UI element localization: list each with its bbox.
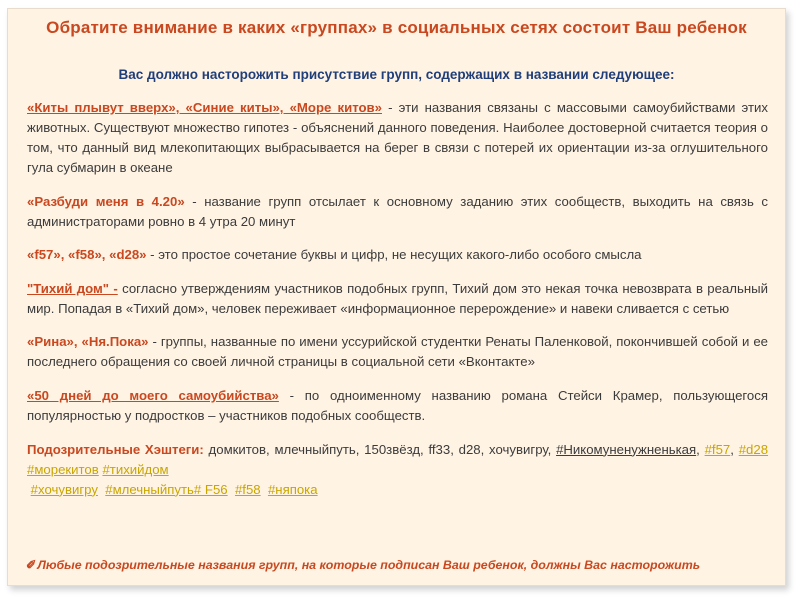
hashtag-morekitov[interactable]: #морекитов bbox=[27, 461, 99, 477]
section-50-days bbox=[27, 386, 768, 426]
page-subtitle: Вас должно насторожить присутствие групп, содержащих в названии следующее: bbox=[118, 67, 675, 82]
section-title: «f57», «f58», «d28» bbox=[27, 247, 147, 263]
hashtag-f57[interactable]: #f57 bbox=[704, 441, 731, 457]
section-text: согласно утверждениям участников подобных групп, Тихий дом это некая точка невозврата в реальный мир. Попадая в «Тихий дом», человек переживает «информационное перерождение» и навеки сливается с сетью bbox=[27, 280, 768, 316]
slide bbox=[7, 8, 786, 586]
footer-note bbox=[26, 557, 700, 572]
hashtag-tihiydom[interactable]: #тихийдом bbox=[102, 461, 169, 477]
section-text: - группы, названные по имени уссурийской студентки Ренаты Паленковой, покончившей собой и ее последнего обращения со своей личной страницы в социальной сети «Вконтакте» bbox=[27, 334, 768, 370]
hashtag-mlechnyyput[interactable]: #млечныйпуть# F56 bbox=[105, 481, 228, 497]
section-text: - по одноименному названию романа Стейси Крамер, пользующегося популярностью у подростков – участников подобных сообществ. bbox=[27, 387, 769, 423]
checkmark-icon: ✐ bbox=[26, 558, 37, 572]
footer-text: Любые подозрительные названия групп, на которые подписан Ваш ребенок, должны Вас насторожить bbox=[37, 558, 701, 572]
content bbox=[27, 98, 768, 500]
section-title: «50 дней до моего самоубийства» bbox=[27, 387, 279, 403]
page-title: Обратите внимание в каких «группах» в социальных сетях состоит Ваш ребенок bbox=[46, 18, 747, 37]
hashtag-nikomu[interactable]: #Никомуненужненькая bbox=[556, 441, 697, 457]
hashtags-plain: домкитов, млечныйпуть, 150звёзд, ff33, d28, хочувигру, bbox=[203, 441, 557, 457]
section-title: «Киты плывут вверх», «Синие киты», «Море китов» bbox=[27, 100, 382, 115]
hashtag-hochuvigru[interactable]: #хочувигру bbox=[30, 481, 98, 497]
section-codes bbox=[27, 245, 768, 265]
hashtag-d28[interactable]: #d28 bbox=[738, 441, 769, 457]
section-text: - эти названия связаны с массовыми самоубийствами этих животных. Существуют множество гипотез - объяснений данного поведения. Наиболее достоверной считается теория о том, что данный вид млекопитающих выбрасывается на берег в связи с потерей их ориентации из-за оглушительного гула субмарин в океане bbox=[27, 100, 768, 175]
section-whales bbox=[27, 98, 768, 178]
hashtag-f58[interactable]: #f58 bbox=[234, 481, 261, 497]
section-quiet-house bbox=[27, 279, 768, 319]
section-title: "Тихий дом" - bbox=[27, 280, 118, 296]
section-title: «Разбуди меня в 4.20» bbox=[27, 193, 185, 209]
hashtags bbox=[27, 440, 768, 480]
hashtags-line-2 bbox=[27, 480, 768, 500]
section-text: - это простое сочетание буквы и цифр, не несущих какого-либо особого смысла bbox=[146, 247, 642, 263]
separator: , bbox=[696, 441, 705, 457]
section-title: «Рина», «Ня.Пока» bbox=[27, 334, 149, 350]
separator: , bbox=[730, 441, 739, 457]
section-rina bbox=[27, 332, 768, 372]
section-text: - название групп отсылает к основному заданию этих сообществ, выходить на связь с администраторами ровно в 4 утра 20 минут bbox=[27, 193, 769, 229]
section-wake-me bbox=[27, 192, 768, 232]
hashtag-nyapoka[interactable]: #няпока bbox=[267, 481, 318, 497]
hashtags-label: Подозрительные Хэштеги: bbox=[27, 441, 204, 457]
